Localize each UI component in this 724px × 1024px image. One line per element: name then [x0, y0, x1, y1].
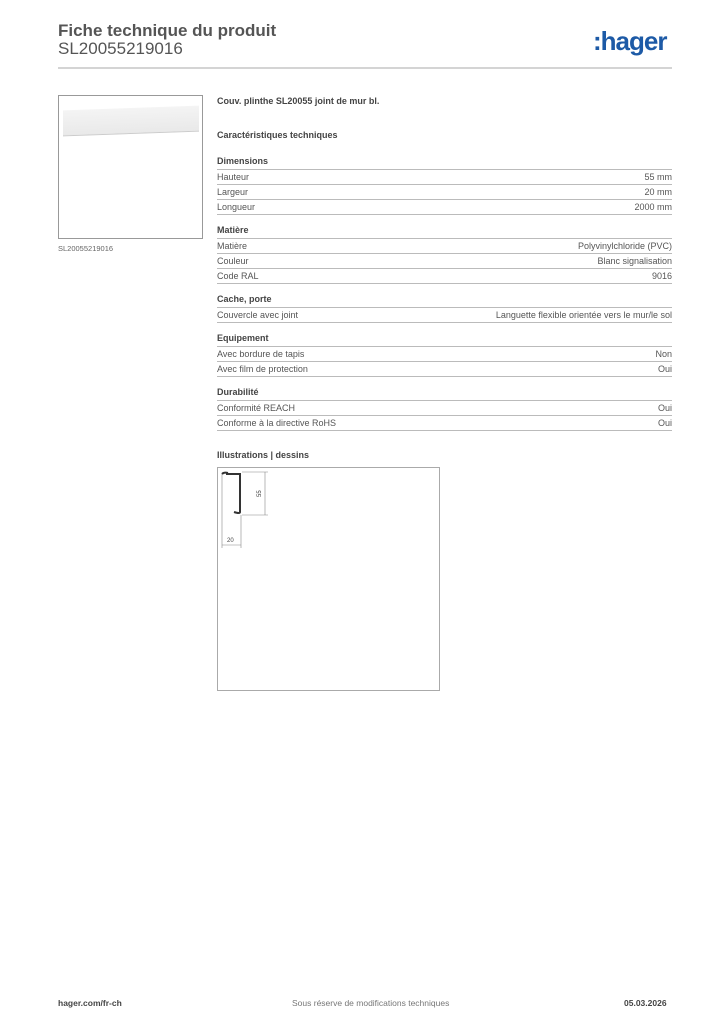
spec-value: Languette flexible orientée vers le mur/le sol: [495, 310, 672, 320]
illustrations-title: Illustrations | dessins: [217, 450, 310, 460]
product-image: [58, 95, 203, 239]
group-title: Matière: [217, 225, 672, 239]
spec-label: Hauteur: [217, 172, 250, 182]
profile-drawing: [218, 468, 441, 692]
spec-value: 9016: [651, 271, 672, 281]
spec-label: Conformité REACH: [217, 403, 296, 413]
section-title: Caractéristiques techniques: [217, 130, 338, 140]
footer-disclaimer: Sous réserve de modifications techniques: [292, 998, 450, 1008]
spec-group: [217, 156, 672, 225]
spec-value: 55 mm: [644, 172, 672, 182]
spec-group: [217, 225, 672, 294]
image-caption: SL20055219016: [58, 244, 114, 253]
product-name: Couv. plinthe SL20055 joint de mur bl.: [217, 96, 380, 106]
spec-label: Longueur: [217, 202, 256, 212]
spec-value: Oui: [657, 418, 672, 428]
spec-row: [217, 416, 672, 431]
spec-label: Avec film de protection: [217, 364, 308, 374]
spec-row: [217, 185, 672, 200]
hager-logo: :hager: [593, 26, 667, 56]
spec-row: [217, 239, 672, 254]
spec-value: Oui: [657, 403, 672, 413]
group-title: Equipement: [217, 333, 672, 347]
spec-label: Code RAL: [217, 271, 259, 281]
spec-label: Avec bordure de tapis: [217, 349, 305, 359]
technical-drawing: [217, 467, 440, 691]
spec-row: [217, 254, 672, 269]
spec-label: Matière: [217, 241, 248, 251]
spec-row: [217, 269, 672, 284]
group-title: Cache, porte: [217, 294, 672, 308]
spec-value: Polyvinylchloride (PVC): [577, 241, 672, 251]
page-title: Fiche technique du produit: [58, 21, 277, 40]
footer-date: 05.03.2026: [624, 998, 667, 1008]
spec-row: [217, 401, 672, 416]
spec-row: [217, 362, 672, 377]
spec-value: 2000 mm: [634, 202, 672, 212]
height-dimension: 55: [257, 490, 263, 497]
group-title: Dimensions: [217, 156, 672, 170]
spec-label: Conforme à la directive RoHS: [217, 418, 337, 428]
spec-value: Non: [655, 349, 672, 359]
spec-row: [217, 200, 672, 215]
spec-group: [217, 294, 672, 333]
spec-value: 20 mm: [644, 187, 672, 197]
spec-row: [217, 170, 672, 185]
group-title: Durabilité: [217, 387, 672, 401]
specs: [217, 96, 672, 441]
product-reference: SL20055219016: [58, 39, 183, 58]
spec-row: [217, 347, 672, 362]
spec-group: [217, 333, 672, 387]
header-divider: [58, 67, 672, 69]
spec-label: Couleur: [217, 256, 249, 266]
spec-group: [217, 387, 672, 441]
spec-row: [217, 308, 672, 323]
width-dimension: 20: [227, 538, 234, 544]
footer-website-link[interactable]: hager.com/fr-ch: [58, 998, 122, 1008]
spec-label: Couvercle avec joint: [217, 310, 299, 320]
spec-label: Largeur: [217, 187, 249, 197]
spec-value: Blanc signalisation: [597, 256, 672, 266]
spec-value: Oui: [657, 364, 672, 374]
